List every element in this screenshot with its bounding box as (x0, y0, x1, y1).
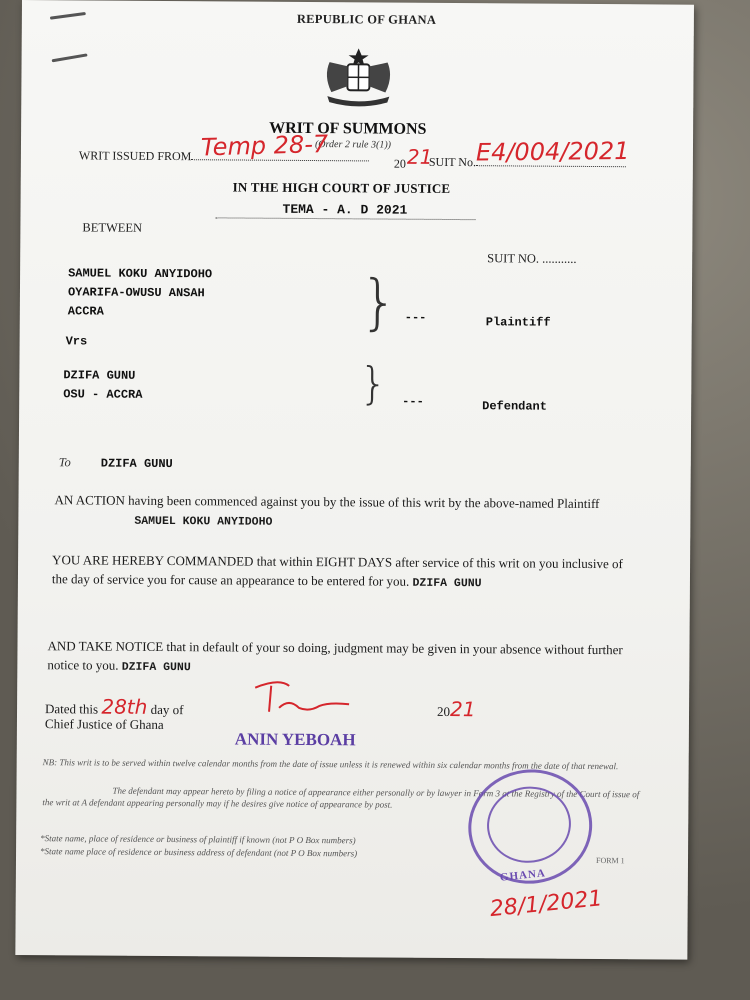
staple (52, 53, 88, 62)
defendant-brace: } (359, 358, 388, 410)
suit-number-field: SUIT NO. ........... (487, 251, 577, 266)
plaintiff-location: ACCRA (67, 304, 104, 319)
versus-label: Vrs (65, 334, 88, 349)
action-paragraph (54, 490, 639, 534)
dated-year-prefix: 20 (436, 703, 451, 720)
plaintiff-name: SAMUEL KOKU ANYIDOHO (68, 266, 213, 282)
writ-document (15, 0, 694, 960)
notice-text: AND TAKE NOTICE that in default of your so doing, judgment may be given in your absence without further notice to you. (47, 638, 623, 673)
stamp-inner-ring (482, 781, 575, 867)
to-label: To (58, 455, 71, 470)
plaintiff-name-2: OYARIFA-OWUSU ANSAH (67, 285, 205, 301)
nb-note: NB: This writ is to be served within twelve calendar months from the date of issue unless it is renewed within six calendar months from the date of that renewal. (42, 757, 619, 772)
signature-icon (249, 678, 359, 719)
suit-number-label: SUIT No. (428, 154, 477, 170)
to-name: DZIFA GUNU (100, 456, 173, 472)
form-number: FORM 1 (595, 856, 625, 866)
court-venue: TEMA - A. D 2021 (282, 201, 408, 218)
defendant-block (63, 366, 142, 405)
writ-issued-label: WRIT ISSUED FROM (78, 148, 192, 164)
court-heading: IN THE HIGH COURT OF JUSTICE (232, 179, 451, 196)
dated-day-of: day of (150, 701, 184, 718)
defendant-location: OSU - ACCRA (63, 387, 143, 402)
dated-year-handwriting: 21 (449, 697, 476, 722)
stamp-text: GHANA (499, 867, 547, 884)
command-paragraph (52, 550, 637, 594)
plaintiff-brace: } (359, 267, 399, 338)
appearance-note: The defendant may appear hereto by filing a notice of appearance either personally or by lawyer in Form 3 at the Registry of the Court of issue of the writ at A defendant appearing personally may if he desires give notice of appearance by post. (42, 785, 640, 810)
issued-year-handwriting: 21 (406, 144, 433, 169)
defendant-name-ref-2: DZIFA GUNU (121, 660, 191, 675)
defendant-name-ref: DZIFA GUNU (412, 576, 482, 591)
dated-day-handwriting: 28th (101, 694, 148, 719)
between-label: BETWEEN (82, 220, 143, 235)
defendant-name: DZIFA GUNU (63, 368, 136, 383)
suit-number-handwriting: E4/004/2021 (475, 136, 630, 167)
republic-heading: REPUBLIC OF GHANA (296, 11, 437, 27)
plaintiff-block (68, 264, 212, 322)
stamp-date-handwriting: 28/1/2021 (488, 886, 604, 923)
footnote-plaintiff: *State name, place of residence or business of plaintiff if known (not P O Box numbers) (40, 833, 356, 846)
action-text: AN ACTION having been commenced against you by the issue of this writ by the above-named Plaintiff (54, 492, 600, 512)
chief-justice-label: Chief Justice of Ghana (44, 716, 164, 733)
order-reference: (Order 2 rule 3(1)) (314, 139, 392, 151)
command-text: YOU ARE HEREBY COMMANDED that within EIGHT DAYS after service of this writ on you inclusive of the day of service you for cause an appearance to be entered for you. (51, 552, 623, 589)
dated-label: Dated this (45, 701, 99, 717)
chief-justice-name: ANIN YEBOAH (234, 729, 356, 750)
issued-year-prefix: 20 (393, 156, 406, 171)
divider (215, 217, 475, 220)
footnote-defendant: *State name place of residence or business address of defendant (not P O Box numbers) (40, 846, 358, 859)
document-title: WRIT OF SUMMONS (269, 119, 427, 138)
plaintiff-role: Plaintiff (485, 315, 551, 330)
dated-year-line (437, 697, 476, 721)
issued-from-handwriting: Temp 28-7 (200, 129, 329, 162)
plaintiff-name-ref: SAMUEL KOKU ANYIDOHO (134, 514, 273, 529)
plaintiff-dash: --- (404, 310, 427, 325)
staple (50, 12, 86, 20)
defendant-role: Defendant (482, 399, 548, 414)
defendant-dash: --- (402, 394, 424, 409)
notice-paragraph (47, 636, 632, 680)
coat-of-arms-icon (321, 46, 395, 109)
